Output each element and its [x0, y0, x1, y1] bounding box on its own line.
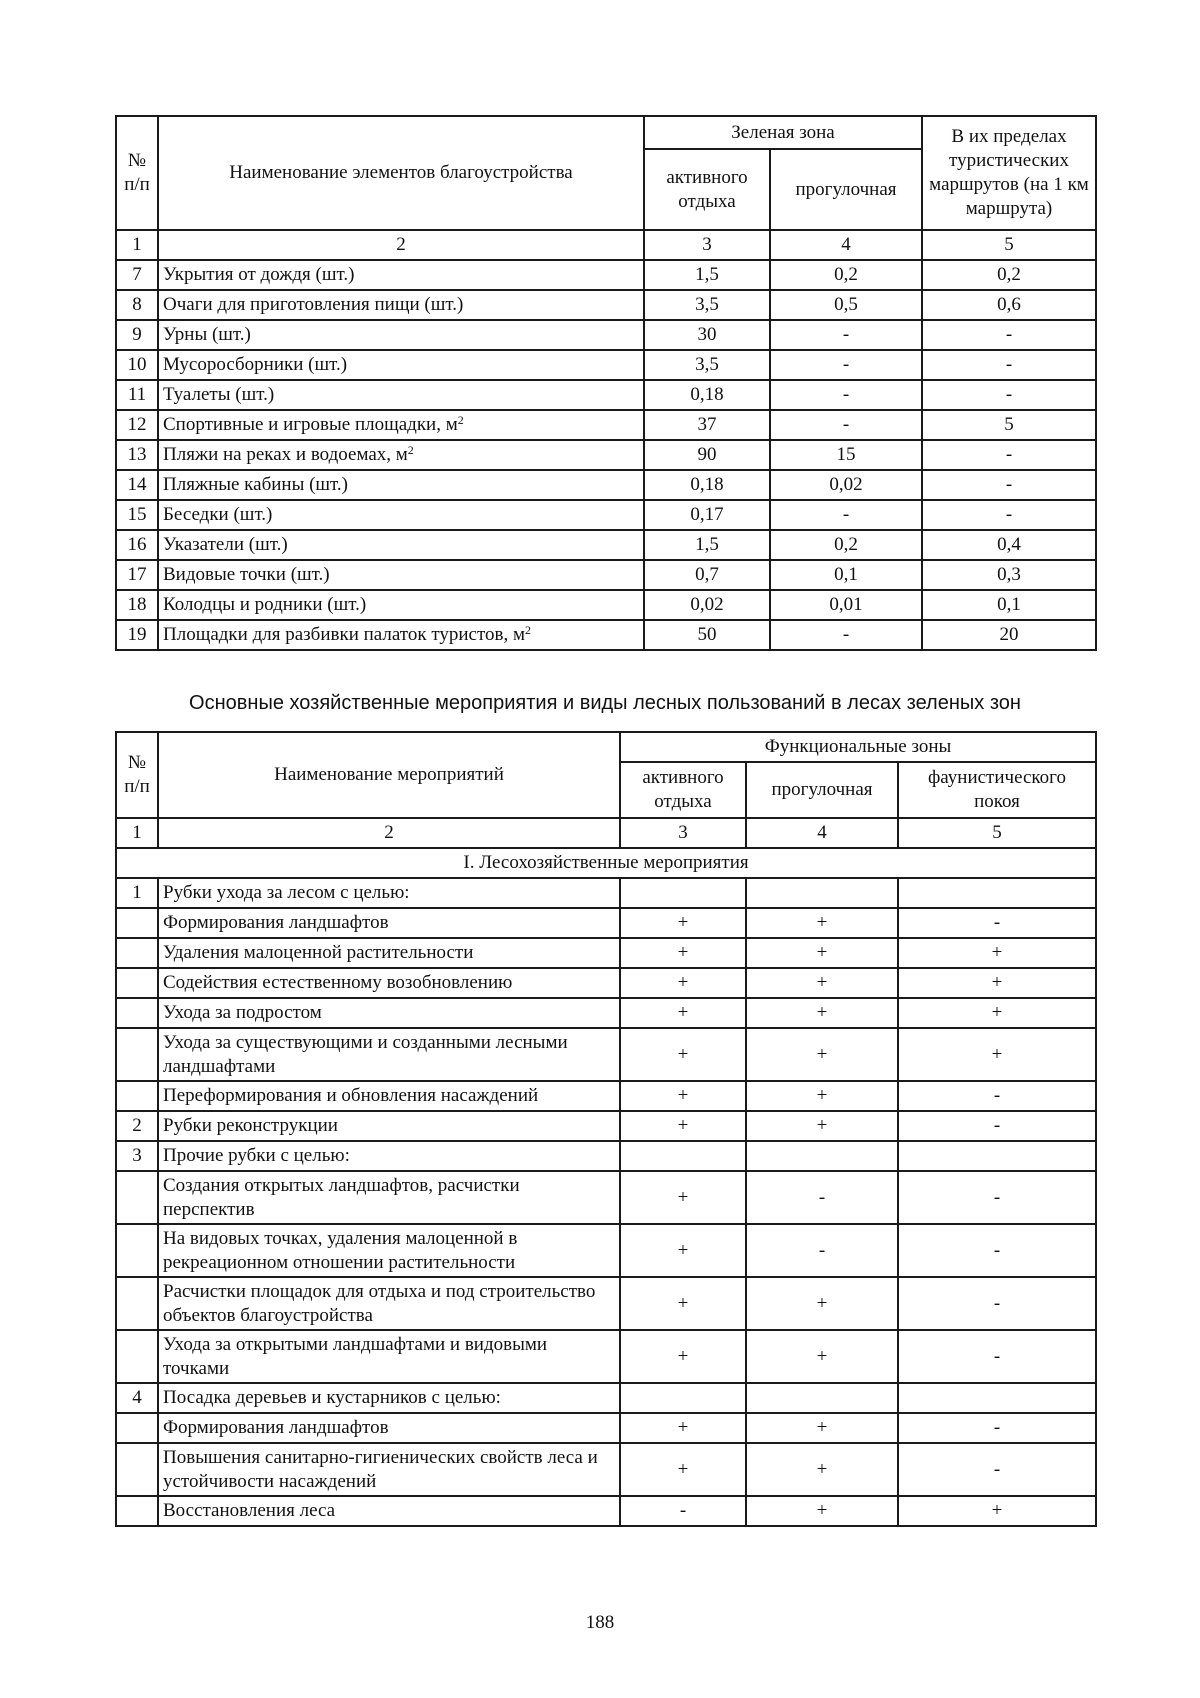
row-name: Мусоросборники (шт.) — [158, 350, 644, 380]
column-number: 4 — [770, 230, 922, 260]
table-row — [116, 1383, 1096, 1413]
row-name: Беседки (шт.) — [158, 500, 644, 530]
value-routes: 0,1 — [922, 590, 1096, 620]
row-number: 16 — [116, 530, 158, 560]
header-functional-zones: Функциональные зоны — [620, 732, 1096, 762]
value-active: + — [620, 1111, 746, 1141]
value-walking — [746, 878, 898, 908]
value-fauna — [898, 1383, 1096, 1413]
value-active: 1,5 — [644, 260, 770, 290]
column-number: 3 — [620, 818, 746, 848]
row-name: Ухода за открытыми ландшафтами и видовыми точками — [158, 1330, 620, 1383]
table-row — [116, 1141, 1096, 1171]
value-active: + — [620, 968, 746, 998]
row-number — [116, 998, 158, 1028]
row-name: Пляжные кабины (шт.) — [158, 470, 644, 500]
value-routes: - — [922, 350, 1096, 380]
row-name: Переформирования и обновления насаждений — [158, 1081, 620, 1111]
value-walking: + — [746, 1413, 898, 1443]
value-active: 30 — [644, 320, 770, 350]
value-fauna: + — [898, 1028, 1096, 1081]
value-walking: - — [770, 320, 922, 350]
column-number: 5 — [922, 230, 1096, 260]
row-name: Ухода за существующими и созданными лесными ландшафтами — [158, 1028, 620, 1081]
table-row — [116, 320, 1096, 350]
amenities-body — [116, 260, 1096, 650]
value-walking: - — [770, 380, 922, 410]
column-number: 3 — [644, 230, 770, 260]
page-number: 188 — [585, 1612, 615, 1633]
column-number: 2 — [158, 818, 620, 848]
column-number: 4 — [746, 818, 898, 848]
table-row — [116, 1028, 1096, 1081]
row-name: Видовые точки (шт.) — [158, 560, 644, 590]
row-number: 3 — [116, 1141, 158, 1171]
table-row — [116, 1413, 1096, 1443]
value-walking: 0,01 — [770, 590, 922, 620]
value-walking: - — [770, 500, 922, 530]
column-number-row — [116, 818, 1096, 848]
row-name: На видовых точках, удаления малоценной в рекреационном отношении растительности — [158, 1224, 620, 1277]
row-name: Площадки для разбивки палаток туристов, $м^2$ — [158, 620, 644, 650]
value-fauna — [898, 878, 1096, 908]
unit-exponent: 2 — [457, 413, 464, 427]
table-row — [116, 998, 1096, 1028]
value-active: + — [620, 1330, 746, 1383]
row-number — [116, 1277, 158, 1330]
value-fauna: - — [898, 1111, 1096, 1141]
value-walking: 0,5 — [770, 290, 922, 320]
value-walking: - — [746, 1171, 898, 1224]
row-number: 8 — [116, 290, 158, 320]
value-walking: 15 — [770, 440, 922, 470]
row-number: 18 — [116, 590, 158, 620]
header-active: активного отдыха — [644, 149, 770, 230]
row-number — [116, 1171, 158, 1224]
value-walking: 0,2 — [770, 530, 922, 560]
column-number: 2 — [158, 230, 644, 260]
row-number: 15 — [116, 500, 158, 530]
table-row — [116, 560, 1096, 590]
header-name: Наименование мероприятий — [158, 732, 620, 818]
value-fauna: + — [898, 998, 1096, 1028]
row-number: 17 — [116, 560, 158, 590]
value-fauna: + — [898, 1496, 1096, 1526]
value-routes: - — [922, 320, 1096, 350]
row-name: Прочие рубки с целью: — [158, 1141, 620, 1171]
table-row — [116, 290, 1096, 320]
table-row — [116, 470, 1096, 500]
row-number — [116, 938, 158, 968]
value-walking: + — [746, 968, 898, 998]
value-active: 0,02 — [644, 590, 770, 620]
header-walking: прогулочная — [770, 149, 922, 230]
table-row — [116, 590, 1096, 620]
row-number: 9 — [116, 320, 158, 350]
column-number: 5 — [898, 818, 1096, 848]
table-row — [116, 1277, 1096, 1330]
row-number — [116, 1443, 158, 1496]
value-active: 0,18 — [644, 380, 770, 410]
measures-table — [115, 731, 1097, 1527]
section-title: I. Лесохозяйственные мероприятия — [116, 848, 1096, 878]
unit-exponent: 2 — [525, 623, 532, 637]
value-active: 0,17 — [644, 500, 770, 530]
value-routes: 0,6 — [922, 290, 1096, 320]
value-walking: 0,2 — [770, 260, 922, 290]
header-green-zone: Зеленая зона — [644, 116, 922, 149]
table-row — [116, 260, 1096, 290]
value-walking: + — [746, 998, 898, 1028]
row-number: 1 — [116, 878, 158, 908]
value-routes: 0,2 — [922, 260, 1096, 290]
value-routes: - — [922, 500, 1096, 530]
row-name: Расчистки площадок для отдыха и под строительство объектов благоустройства — [158, 1277, 620, 1330]
value-fauna: - — [898, 1081, 1096, 1111]
value-active: 3,5 — [644, 350, 770, 380]
row-number — [116, 1413, 158, 1443]
value-walking: + — [746, 1496, 898, 1526]
value-walking: + — [746, 1111, 898, 1141]
value-routes: - — [922, 380, 1096, 410]
value-fauna: + — [898, 968, 1096, 998]
value-active: + — [620, 1171, 746, 1224]
table-row — [116, 878, 1096, 908]
column-number-row — [116, 230, 1096, 260]
value-active: + — [620, 938, 746, 968]
table-row — [116, 380, 1096, 410]
row-number: 7 — [116, 260, 158, 290]
value-active: 0,7 — [644, 560, 770, 590]
value-active: 90 — [644, 440, 770, 470]
table-row — [116, 530, 1096, 560]
unit-exponent: 2 — [407, 443, 414, 457]
row-number: 2 — [116, 1111, 158, 1141]
value-walking: + — [746, 908, 898, 938]
header-active: активного отдыха — [620, 762, 746, 818]
table-row — [116, 500, 1096, 530]
measures-body — [116, 878, 1096, 1526]
row-number: 10 — [116, 350, 158, 380]
row-number — [116, 1496, 158, 1526]
row-number — [116, 1028, 158, 1081]
value-active: 37 — [644, 410, 770, 440]
value-walking: - — [770, 620, 922, 650]
row-name: Спортивные и игровые площадки, $м^2$ — [158, 410, 644, 440]
value-fauna: - — [898, 1330, 1096, 1383]
value-active: + — [620, 1081, 746, 1111]
table-row — [116, 968, 1096, 998]
row-number: 14 — [116, 470, 158, 500]
value-routes: 0,3 — [922, 560, 1096, 590]
row-number — [116, 1330, 158, 1383]
row-name: Укрытия от дождя (шт.) — [158, 260, 644, 290]
value-active: - — [620, 1496, 746, 1526]
row-number: 13 — [116, 440, 158, 470]
value-fauna: - — [898, 1171, 1096, 1224]
header-num: № п/п — [116, 732, 158, 818]
table-row — [116, 938, 1096, 968]
value-routes: - — [922, 470, 1096, 500]
row-name: Рубки реконструкции — [158, 1111, 620, 1141]
value-active: + — [620, 1413, 746, 1443]
table-row — [116, 908, 1096, 938]
table-row — [116, 1443, 1096, 1496]
value-walking — [746, 1141, 898, 1171]
row-name: Рубки ухода за лесом с целью: — [158, 878, 620, 908]
value-fauna — [898, 1141, 1096, 1171]
row-number — [116, 908, 158, 938]
header-name: Наименование элементов благоустройства — [158, 116, 644, 230]
row-name: Удаления малоценной растительности — [158, 938, 620, 968]
row-name: Формирования ландшафтов — [158, 908, 620, 938]
table-row — [116, 1171, 1096, 1224]
value-fauna: - — [898, 1413, 1096, 1443]
row-name: Ухода за подростом — [158, 998, 620, 1028]
row-name: Повышения санитарно-гигиенических свойств леса и устойчивости насаждений — [158, 1443, 620, 1496]
value-walking — [746, 1383, 898, 1413]
value-walking: 0,02 — [770, 470, 922, 500]
row-number — [116, 1224, 158, 1277]
header-fauna: фаунистического покоя — [898, 762, 1096, 818]
value-active: 50 — [644, 620, 770, 650]
row-name: Создания открытых ландшафтов, расчистки перспектив — [158, 1171, 620, 1224]
value-walking: + — [746, 938, 898, 968]
value-active: + — [620, 998, 746, 1028]
value-routes: - — [922, 440, 1096, 470]
value-active: + — [620, 1224, 746, 1277]
table-row — [116, 1111, 1096, 1141]
value-walking: - — [746, 1224, 898, 1277]
row-name: Очаги для приготовления пищи (шт.) — [158, 290, 644, 320]
row-number — [116, 1081, 158, 1111]
table-row — [116, 1496, 1096, 1526]
row-name: Туалеты (шт.) — [158, 380, 644, 410]
value-active — [620, 1141, 746, 1171]
row-name: Посадка деревьев и кустарников с целью: — [158, 1383, 620, 1413]
value-walking: + — [746, 1277, 898, 1330]
value-walking: + — [746, 1081, 898, 1111]
header-num: № п/п — [116, 116, 158, 230]
value-walking: + — [746, 1330, 898, 1383]
value-walking: - — [770, 410, 922, 440]
value-walking: 0,1 — [770, 560, 922, 590]
value-routes: 5 — [922, 410, 1096, 440]
value-active — [620, 1383, 746, 1413]
row-name: Колодцы и родники (шт.) — [158, 590, 644, 620]
value-active: 1,5 — [644, 530, 770, 560]
row-number: 12 — [116, 410, 158, 440]
column-number: 1 — [116, 230, 158, 260]
value-walking: - — [770, 350, 922, 380]
table-row — [116, 620, 1096, 650]
row-name: Урны (шт.) — [158, 320, 644, 350]
value-walking: + — [746, 1028, 898, 1081]
row-name: Пляжи на реках и водоемах, $м^2$ — [158, 440, 644, 470]
value-active: 0,18 — [644, 470, 770, 500]
value-fauna: + — [898, 938, 1096, 968]
table-row — [116, 1224, 1096, 1277]
row-number: 4 — [116, 1383, 158, 1413]
value-fauna: - — [898, 1277, 1096, 1330]
value-active: + — [620, 908, 746, 938]
value-fauna: - — [898, 1224, 1096, 1277]
row-name: Формирования ландшафтов — [158, 1413, 620, 1443]
header-walking: прогулочная — [746, 762, 898, 818]
table-caption: Основные хозяйственные мероприятия и виды лесных пользований в лесах зеленых зон — [189, 692, 1021, 714]
row-number: 19 — [116, 620, 158, 650]
table-row — [116, 1081, 1096, 1111]
value-active: + — [620, 1028, 746, 1081]
table-row — [116, 440, 1096, 470]
table-row — [116, 1330, 1096, 1383]
row-name: Указатели (шт.) — [158, 530, 644, 560]
value-active: 3,5 — [644, 290, 770, 320]
row-number: 11 — [116, 380, 158, 410]
value-active — [620, 878, 746, 908]
column-number: 1 — [116, 818, 158, 848]
header-routes: В их пределах туристических маршрутов (на 1 км маршрута) — [922, 116, 1096, 230]
amenities-table — [115, 115, 1097, 651]
row-number — [116, 968, 158, 998]
table-row — [116, 350, 1096, 380]
value-active: + — [620, 1443, 746, 1496]
value-walking: + — [746, 1443, 898, 1496]
row-name: Содействия естественному возобновлению — [158, 968, 620, 998]
value-routes: 0,4 — [922, 530, 1096, 560]
value-fauna: - — [898, 908, 1096, 938]
value-routes: 20 — [922, 620, 1096, 650]
value-fauna: - — [898, 1443, 1096, 1496]
row-name: Восстановления леса — [158, 1496, 620, 1526]
value-active: + — [620, 1277, 746, 1330]
table-row — [116, 410, 1096, 440]
